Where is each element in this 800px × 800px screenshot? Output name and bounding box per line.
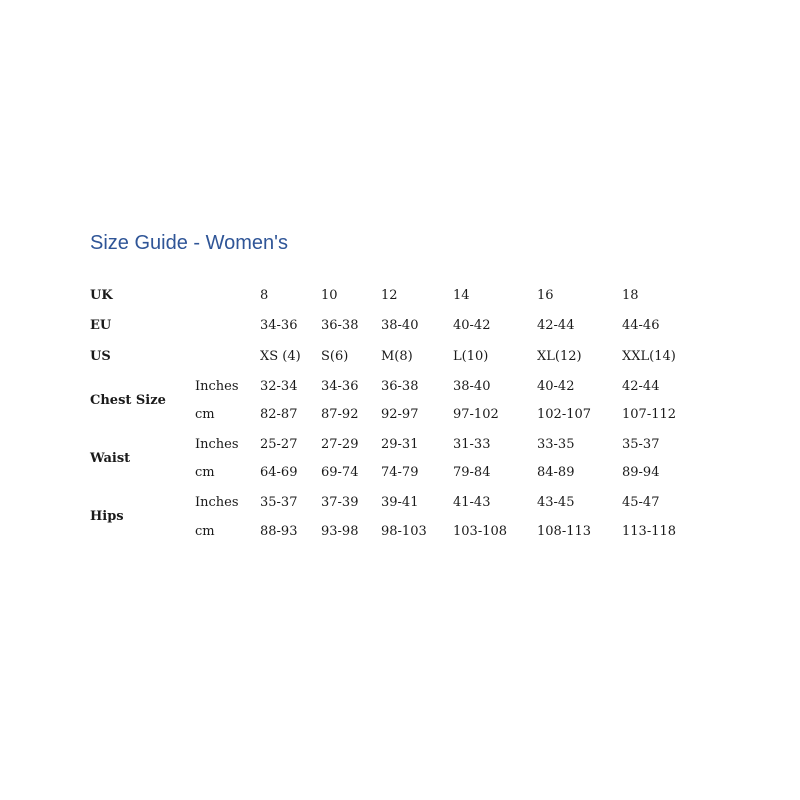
cell-hips-inches-1: 37-39 [321, 495, 359, 510]
cell-hips-cm-5: 113-118 [622, 524, 677, 539]
cell-eu-1: 36-38 [321, 318, 359, 333]
cell-chest-inches-4: 40-42 [537, 379, 575, 394]
cell-chest-inches-5: 42-44 [622, 379, 660, 394]
cell-waist-cm-0: 64-69 [260, 465, 298, 480]
cell-waist-cm-1: 69-74 [321, 465, 359, 480]
cell-us-2: M(8) [381, 349, 413, 364]
cell-chest-cm-1: 87-92 [321, 407, 359, 422]
row-label-chest: Chest Size [90, 393, 166, 408]
cell-hips-inches-5: 45-47 [622, 495, 660, 510]
cell-eu-2: 38-40 [381, 318, 419, 333]
cell-waist-cm-5: 89-94 [622, 465, 660, 480]
row-label-eu: EU [90, 318, 112, 333]
page-title: Size Guide - Women's [90, 232, 288, 254]
cell-eu-0: 34-36 [260, 318, 298, 333]
unit-label-waist-inches: Inches [195, 437, 239, 452]
row-label-hips: Hips [90, 509, 124, 524]
cell-waist-inches-0: 25-27 [260, 437, 298, 452]
cell-chest-inches-3: 38-40 [453, 379, 491, 394]
cell-chest-inches-1: 34-36 [321, 379, 359, 394]
cell-waist-inches-2: 29-31 [381, 437, 419, 452]
cell-chest-inches-0: 32-34 [260, 379, 298, 394]
unit-label-hips-inches: Inches [195, 495, 239, 510]
cell-chest-cm-5: 107-112 [622, 407, 677, 422]
cell-waist-cm-2: 74-79 [381, 465, 419, 480]
cell-hips-cm-0: 88-93 [260, 524, 298, 539]
row-label-uk: UK [90, 288, 113, 303]
cell-chest-cm-0: 82-87 [260, 407, 298, 422]
cell-eu-3: 40-42 [453, 318, 491, 333]
cell-chest-cm-2: 92-97 [381, 407, 419, 422]
cell-waist-inches-3: 31-33 [453, 437, 491, 452]
cell-us-0: XS (4) [260, 349, 301, 364]
cell-hips-inches-2: 39-41 [381, 495, 419, 510]
cell-hips-cm-2: 98-103 [381, 524, 427, 539]
cell-hips-cm-3: 103-108 [453, 524, 508, 539]
cell-uk-3: 14 [453, 288, 470, 303]
cell-uk-5: 18 [622, 288, 639, 303]
cell-chest-cm-4: 102-107 [537, 407, 592, 422]
row-label-us: US [90, 349, 111, 364]
cell-hips-cm-1: 93-98 [321, 524, 359, 539]
cell-uk-0: 8 [260, 288, 269, 303]
cell-us-5: XXL(14) [622, 349, 676, 364]
cell-waist-inches-4: 33-35 [537, 437, 575, 452]
unit-label-waist-cm: cm [195, 465, 215, 480]
cell-eu-4: 42-44 [537, 318, 575, 333]
unit-label-hips-cm: cm [195, 524, 215, 539]
cell-uk-2: 12 [381, 288, 398, 303]
cell-waist-cm-4: 84-89 [537, 465, 575, 480]
cell-hips-cm-4: 108-113 [537, 524, 592, 539]
cell-uk-4: 16 [537, 288, 554, 303]
cell-waist-cm-3: 79-84 [453, 465, 491, 480]
cell-us-4: XL(12) [537, 349, 582, 364]
cell-us-1: S(6) [321, 349, 349, 364]
cell-hips-inches-3: 41-43 [453, 495, 491, 510]
row-label-waist: Waist [90, 451, 131, 466]
cell-hips-inches-0: 35-37 [260, 495, 298, 510]
cell-uk-1: 10 [321, 288, 338, 303]
cell-chest-inches-2: 36-38 [381, 379, 419, 394]
cell-chest-cm-3: 97-102 [453, 407, 499, 422]
cell-waist-inches-1: 27-29 [321, 437, 359, 452]
cell-hips-inches-4: 43-45 [537, 495, 575, 510]
cell-waist-inches-5: 35-37 [622, 437, 660, 452]
unit-label-chest-inches: Inches [195, 379, 239, 394]
unit-label-chest-cm: cm [195, 407, 215, 422]
cell-us-3: L(10) [453, 349, 489, 364]
cell-eu-5: 44-46 [622, 318, 660, 333]
